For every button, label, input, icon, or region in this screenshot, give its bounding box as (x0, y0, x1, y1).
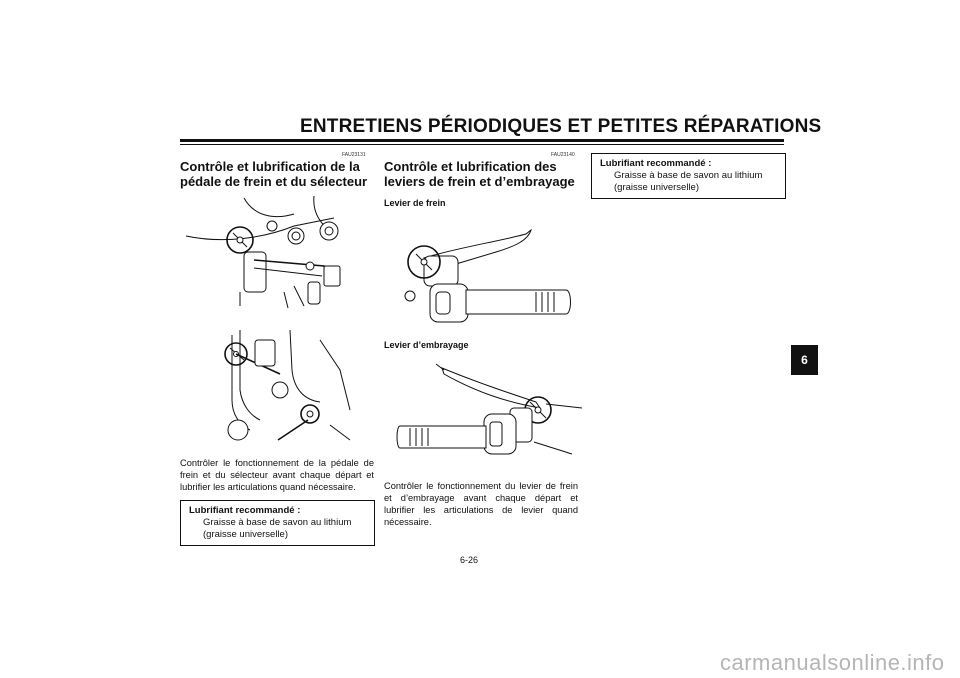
brake-lever-subtitle: Levier de frein (384, 198, 446, 208)
levers-paragraph: Contrôler le fonctionnement du levier de frein et d’embrayage avant chaque départ et lubrifier les articulations de levier quand nécessaire. (384, 481, 578, 527)
section-code: FAU23131 (342, 152, 366, 158)
lubricant-box-right (591, 153, 786, 199)
lubricant-box-left (180, 500, 375, 546)
section-title: Contrôle et lubrification de la pédale de frein et du sélecteur (180, 159, 368, 189)
lubricant-line-2: (graisse universelle) (614, 182, 700, 193)
section-code: FAU23140 (551, 152, 575, 158)
lubricant-box-title: Lubrifiant recommandé : (189, 505, 301, 516)
header-rule-thin (180, 144, 784, 145)
lubricant-line-2: (graisse universelle) (203, 529, 289, 540)
page-number: 6-26 (460, 555, 479, 565)
brake-pedal-illustration (184, 196, 362, 314)
brake-lever-illustration (396, 226, 576, 326)
brake-shift-paragraph: Contrôler le fonctionnement de la pédale de frein et du sélecteur avant chaque départ et lubrifier les articulations quand nécessaire. (180, 458, 374, 492)
lubricant-line-1: Graisse à base de savon au lithium (614, 170, 763, 181)
section-title: Contrôle et lubrification des leviers de frein et d’embrayage (384, 159, 575, 189)
clutch-lever-subtitle: Levier d’embrayage (384, 340, 469, 350)
header-rule (180, 139, 784, 142)
page-header-title: ENTRETIENS PÉRIODIQUES ET PETITES RÉPARATIONS (300, 116, 822, 137)
clutch-lever-illustration (396, 362, 582, 458)
shift-pedal-illustration (210, 330, 360, 445)
lubricant-box-title: Lubrifiant recommandé : (600, 158, 712, 169)
watermark: carmanualsonline.info (720, 650, 945, 675)
chapter-tab: 6 (791, 345, 818, 375)
lubricant-line-1: Graisse à base de savon au lithium (203, 517, 352, 528)
